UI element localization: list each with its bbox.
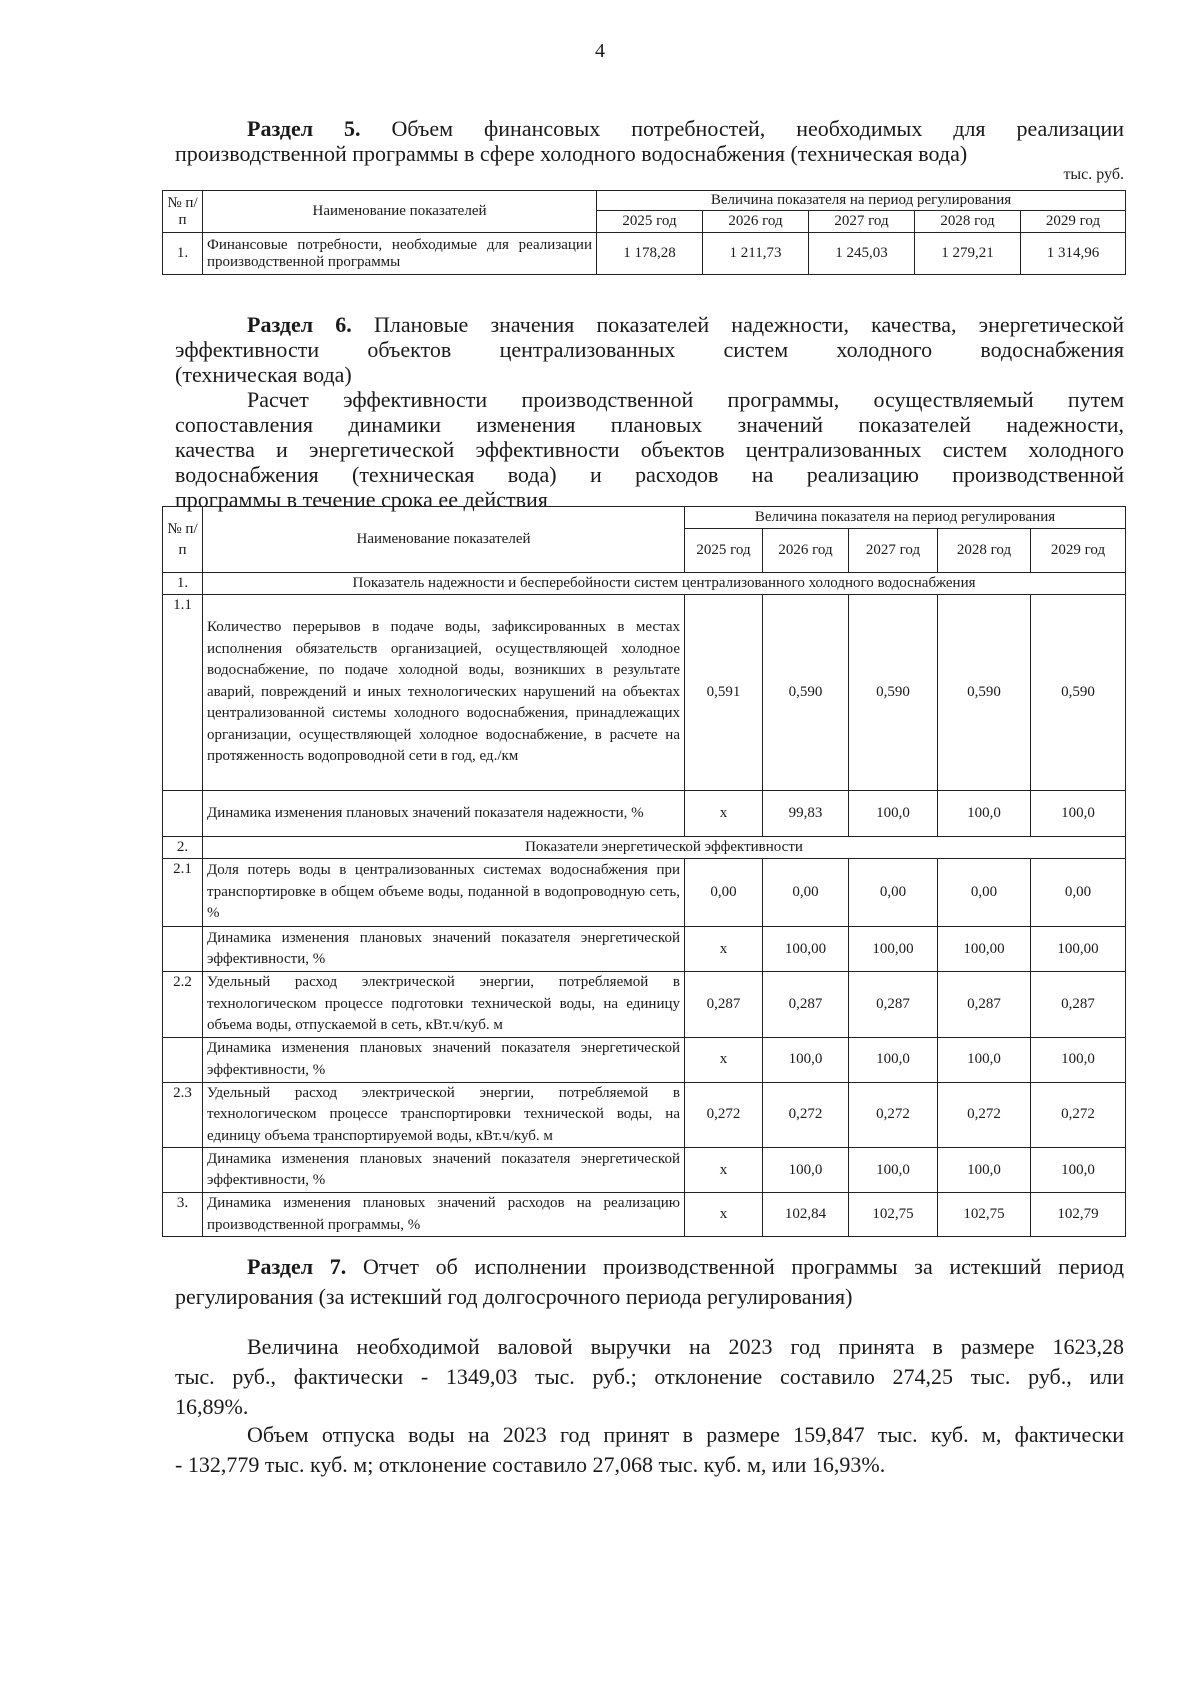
value-cell: 102,84 <box>763 1193 849 1237</box>
value-cell: х <box>685 1148 763 1193</box>
year-header: 2026 год <box>763 529 849 573</box>
section5-title-line1: Объем финансовых потребностей, необходимых для реализации <box>391 116 1124 141</box>
value-cell: 102,75 <box>938 1193 1031 1237</box>
value-cell: 0,287 <box>1031 972 1126 1038</box>
table-row <box>163 791 1126 837</box>
col-header-num: № п/п <box>163 191 203 233</box>
value-cell: 1 314,96 <box>1021 233 1126 275</box>
table-row <box>163 595 1126 791</box>
row-name: Динамика изменения плановых значений расходов на реализацию производственной программы, % <box>203 1193 685 1237</box>
value-cell: 100,0 <box>849 791 938 837</box>
value-cell: 0,272 <box>685 1082 763 1148</box>
value-cell: 0,590 <box>849 595 938 791</box>
col-header-num: № п/п <box>163 507 203 573</box>
section7-paragraph1 <box>175 1332 1124 1422</box>
section6-title-line3: (техническая вода) <box>175 362 352 387</box>
row-num-empty <box>163 1037 203 1082</box>
value-cell: 100,0 <box>938 1037 1031 1082</box>
value-cell: 100,0 <box>763 1148 849 1193</box>
value-cell: 102,79 <box>1031 1193 1126 1237</box>
section6-para-line4: водоснабжения (техническая вода) и расходов на реализацию производственной <box>175 462 1124 487</box>
value-cell: 0,272 <box>1031 1082 1126 1148</box>
value-cell: 1 279,21 <box>915 233 1021 275</box>
row-num-empty <box>163 927 203 972</box>
section6-title-line1: Плановые значения показателей надежности, качества, энергетической <box>373 312 1124 337</box>
section6-para-line3: качества и энергетической эффективности объектов централизованных систем холодного <box>175 437 1124 462</box>
value-cell: 0,590 <box>763 595 849 791</box>
value-cell: 0,287 <box>938 972 1031 1038</box>
financial-needs-table <box>162 190 1126 275</box>
year-header: 2029 год <box>1021 211 1126 233</box>
section5-title-line2: производственной программы в сфере холодного водоснабжения (техническая вода) <box>175 141 968 166</box>
value-cell: 100,0 <box>938 791 1031 837</box>
year-header: 2027 год <box>849 529 938 573</box>
value-cell: 0,00 <box>763 859 849 927</box>
row-name: Удельный расход электрической энергии, потребляемой в технологическом процессе подготовки технической воды, на единицу объема воды, отпускаемой в сеть, кВт.ч/куб. м <box>203 972 685 1038</box>
section6-heading <box>175 312 1124 512</box>
year-header: 2028 год <box>938 529 1031 573</box>
value-cell: 100,00 <box>763 927 849 972</box>
value-cell: х <box>685 1193 763 1237</box>
value-cell: 0,272 <box>938 1082 1031 1148</box>
year-header: 2025 год <box>685 529 763 573</box>
value-cell: 100,00 <box>938 927 1031 972</box>
value-cell: х <box>685 927 763 972</box>
col-header-group: Величина показателя на период регулирования <box>685 507 1126 529</box>
value-cell: 100,0 <box>849 1037 938 1082</box>
col-header-name: Наименование показателей <box>203 191 597 233</box>
section6-para-line5: программы в течение срока ее действия <box>175 487 548 512</box>
indicators-table <box>162 506 1126 1237</box>
section7-label: Раздел 7. <box>247 1254 347 1279</box>
value-cell: 1 245,03 <box>809 233 915 275</box>
section7-p1-line2: тыс. руб., фактически - 1349,03 тыс. руб.; отклонение составило 274,25 тыс. руб., или <box>175 1364 1124 1389</box>
section5-label: Раздел 5. <box>247 116 361 141</box>
value-cell: 0,272 <box>849 1082 938 1148</box>
year-header: 2029 год <box>1031 529 1126 573</box>
table-row <box>163 1037 1126 1082</box>
row-name: Доля потерь воды в централизованных системах водоснабжения при транспортировке в общем объеме воды, поданной в водопроводную сеть, % <box>203 859 685 927</box>
table-row <box>163 1082 1126 1148</box>
section6-title-line2: эффективности объектов централизованных систем холодного водоснабжения <box>175 337 1124 362</box>
row-num: 3. <box>163 1193 203 1237</box>
section7-p2-line1: Объем отпуска воды на 2023 год принят в размере 159,847 тыс. куб. м, фактически <box>247 1422 1124 1447</box>
table-row <box>163 927 1126 972</box>
row-num: 1.1 <box>163 595 203 791</box>
value-cell: 100,0 <box>938 1148 1031 1193</box>
table-row <box>163 1193 1126 1237</box>
row-num: 1. <box>163 233 203 275</box>
units-label: тыс. руб. <box>1063 166 1124 183</box>
value-cell: 0,00 <box>938 859 1031 927</box>
row-num-empty <box>163 791 203 837</box>
table-row <box>163 972 1126 1038</box>
section7-title-line2: регулирования (за истекший год долгосрочного периода регулирования) <box>175 1284 853 1309</box>
value-cell: 0,590 <box>1031 595 1126 791</box>
page-number: 4 <box>595 40 605 62</box>
row-name: Финансовые потребности, необходимые для реализации производственной программы <box>203 233 597 275</box>
section-title: Показатель надежности и бесперебойности систем централизованного холодного водоснабжения <box>203 573 1126 595</box>
value-cell: 100,00 <box>849 927 938 972</box>
table-row <box>163 859 1126 927</box>
value-cell: 0,287 <box>685 972 763 1038</box>
row-name: Удельный расход электрической энергии, потребляемой в технологическом процессе транспортировки технической воды, на единицу объема транспортируемой воды, кВт.ч/куб. м <box>203 1082 685 1148</box>
section6-para-line2: сопоставления динамики изменения плановых значений показателей надежности, <box>175 412 1124 437</box>
year-header: 2025 год <box>597 211 703 233</box>
row-name: Динамика изменения плановых значений показателя энергетической эффективности, % <box>203 927 685 972</box>
value-cell: 0,287 <box>763 972 849 1038</box>
section-num: 1. <box>163 573 203 595</box>
value-cell: 0,00 <box>849 859 938 927</box>
row-name: Количество перерывов в подаче воды, зафиксированных в местах исполнения обязательств организацией, осуществляющей холодное водоснабжение, по подаче холодной воды, возникших в результате аварий, повреждений и иных технологических нарушений на объектах централизованной системы холодного водоснабжения, принадлежащих организации, осуществляющей холодное водоснабжение, в расчете на протяженность водопроводной сети в год, ед./км <box>203 595 685 791</box>
section5-heading <box>175 116 1124 166</box>
value-cell: 100,0 <box>763 1037 849 1082</box>
table-section-row <box>163 837 1126 859</box>
value-cell: х <box>685 1037 763 1082</box>
col-header-name: Наименование показателей <box>203 507 685 573</box>
value-cell: 0,287 <box>849 972 938 1038</box>
section7-p2-line2: - 132,779 тыс. куб. м; отклонение составило 27,068 тыс. куб. м, или 16,93%. <box>175 1452 886 1477</box>
value-cell: 1 178,28 <box>597 233 703 275</box>
value-cell: 0,00 <box>1031 859 1126 927</box>
section7-paragraph2 <box>175 1420 1124 1480</box>
section7-p1-line1: Величина необходимой валовой выручки на 2023 год принята в размере 1623,28 <box>247 1334 1124 1359</box>
section7-title-line1: Отчет об исполнении производственной программы за истекший период <box>362 1254 1125 1279</box>
value-cell: 1 211,73 <box>703 233 809 275</box>
table-section-row <box>163 573 1126 595</box>
section7-p1-line3: 16,89%. <box>175 1394 249 1419</box>
value-cell: х <box>685 791 763 837</box>
value-cell: 100,00 <box>1031 927 1126 972</box>
year-header: 2027 год <box>809 211 915 233</box>
value-cell: 0,590 <box>938 595 1031 791</box>
row-name: Динамика изменения плановых значений показателя энергетической эффективности, % <box>203 1037 685 1082</box>
value-cell: 0,591 <box>685 595 763 791</box>
row-num: 2.2 <box>163 972 203 1038</box>
row-num: 2.3 <box>163 1082 203 1148</box>
value-cell: 0,272 <box>763 1082 849 1148</box>
value-cell: 100,0 <box>849 1148 938 1193</box>
value-cell: 100,0 <box>1031 1037 1126 1082</box>
row-num-empty <box>163 1148 203 1193</box>
value-cell: 100,0 <box>1031 1148 1126 1193</box>
section-title: Показатели энергетической эффективности <box>203 837 1126 859</box>
value-cell: 102,75 <box>849 1193 938 1237</box>
row-num: 2.1 <box>163 859 203 927</box>
year-header: 2028 год <box>915 211 1021 233</box>
row-name: Динамика изменения плановых значений показателя надежности, % <box>203 791 685 837</box>
table-row <box>163 233 1126 275</box>
table-row <box>163 1148 1126 1193</box>
row-name: Динамика изменения плановых значений показателя энергетической эффективности, % <box>203 1148 685 1193</box>
section6-label: Раздел 6. <box>247 312 352 337</box>
year-header: 2026 год <box>703 211 809 233</box>
col-header-group: Величина показателя на период регулирования <box>597 191 1126 211</box>
value-cell: 99,83 <box>763 791 849 837</box>
section7-heading <box>175 1252 1124 1312</box>
section-num: 2. <box>163 837 203 859</box>
value-cell: 0,00 <box>685 859 763 927</box>
value-cell: 100,0 <box>1031 791 1126 837</box>
section6-para-line1: Расчет эффективности производственной программы, осуществляемый путем <box>247 387 1124 412</box>
